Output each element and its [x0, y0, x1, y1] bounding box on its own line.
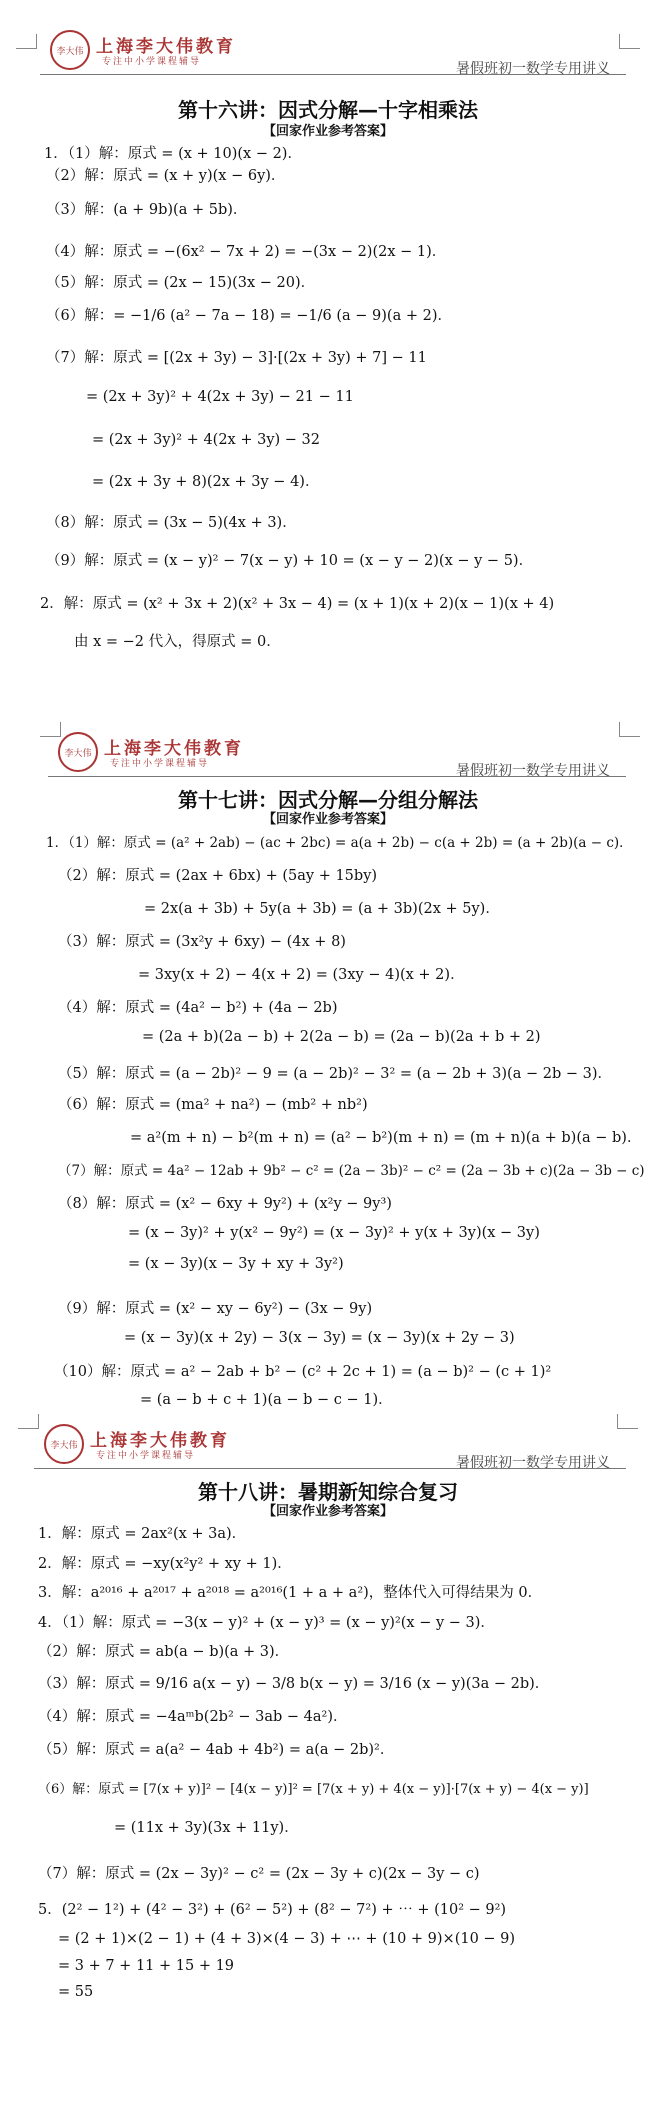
brand-name: 上海李大伟教育 [96, 37, 236, 57]
answer-line: = 2x(a + 3b) + 5y(a + 3b) = (a + 3b)(2x + 5y)． [144, 901, 500, 917]
answer-line: （6）解：原式 = [7(x + y)]² − [4(x − y)]² = [7(x + y) + 4(x − y)]·[7(x + y) − 4(x − y)] [38, 1782, 589, 1797]
answer-line: 3．解：a²⁰¹⁶ + a²⁰¹⁷ + a²⁰¹⁸ = a²⁰¹⁶(1 + a + a²)，整体代入可得结果为 0． [38, 1585, 543, 1601]
answer-line: （9）解：原式 = (x² − xy − 6y²) − (3x − 9y) [58, 1301, 373, 1317]
answer-line: = 55 [58, 1984, 94, 2000]
answer-line: = (2a + b)(2a − b) + 2(2a − b) = (2a − b)(2a + b + 2) [142, 1029, 541, 1045]
answer-line: 由 x = −2 代入，得原式 = 0． [74, 634, 281, 650]
answer-line: （8）解：原式 = (3x − 5)(4x + 3)． [46, 515, 297, 531]
crop-mark [16, 34, 37, 49]
answer-line: （4）解：原式 = −(6x² − 7x + 2) = −(3x − 2)(2x − 1)． [46, 244, 447, 260]
lecture-title: 第十六讲：因式分解—十字相乘法 [178, 98, 478, 122]
answer-line: （5）解：原式 = (a − 2b)² − 9 = (a − 2b)² − 3² = (a − 2b + 3)(a − 2b − 3)． [58, 1066, 612, 1082]
answer-line: = 3 + 7 + 11 + 15 + 19 [58, 1958, 235, 1974]
page-lecture-16 [0, 0, 656, 700]
answer-line: = (2x + 3y)² + 4(2x + 3y) − 21 − 11 [86, 389, 354, 405]
course-name: 暑假班初一数学专用讲义 [456, 61, 610, 77]
header-divider [40, 74, 626, 75]
header-divider [34, 1468, 626, 1469]
answer-line: （10）解：原式 = a² − 2ab + b² − (c² + 2c + 1) = (a − b)² − (c + 1)² [54, 1364, 552, 1380]
answer-line: （4）解：原式 = (4a² − b²) + (4a − 2b) [58, 1000, 338, 1016]
answer-line: 5．(2² − 1²) + (4² − 3²) + (6² − 5²) + (8² − 7²) + ⋯ + (10² − 9²) [38, 1902, 507, 1918]
answer-line: （8）解：原式 = (x² − 6xy + 9y²) + (x²y − 9y³) [58, 1196, 392, 1212]
answer-line: 1．（1）解：原式 = (x + 10)(x − 2)． [44, 146, 302, 162]
answer-line: （4）解：原式 = −4aᵐb(2b² − 3ab − 4a²)． [38, 1709, 348, 1725]
answer-line: = (11x + 3y)(3x + 11y)． [114, 1820, 299, 1836]
page-header [40, 30, 626, 76]
answer-line: = (a − b + c + 1)(a − b − c − 1)． [140, 1392, 393, 1408]
answer-line: （7）解：原式 = (2x − 3y)² − c² = (2x − 3y + c)(2x − 3y − c) [38, 1866, 480, 1882]
lecture-subtitle: 【回家作业参考答案】 [262, 1504, 393, 1519]
brand-name: 上海李大伟教育 [90, 1431, 230, 1451]
course-name: 暑假班初一数学专用讲义 [456, 1455, 610, 1471]
page-header [34, 1424, 626, 1470]
header-divider [48, 776, 626, 777]
answer-line: 1．解：原式 = 2ax²(x + 3a)． [38, 1526, 247, 1542]
answer-line: = (x − 3y)(x − 3y + xy + 3y²) [128, 1256, 344, 1272]
answer-line: = (x − 3y)(x + 2y) − 3(x − 3y) = (x − 3y)(x + 2y − 3) [124, 1330, 515, 1346]
answer-line: （5）解：原式 = a(a² − 4ab + 4b²) = a(a − 2b)²． [38, 1742, 395, 1758]
course-name: 暑假班初一数学专用讲义 [456, 763, 610, 779]
answer-line: （3）解：(a + 9b)(a + 5b)． [46, 202, 248, 218]
lecture-title: 第十七讲：因式分解—分组分解法 [178, 788, 478, 812]
brand-slogan: 专注中小学课程辅导 [110, 759, 210, 769]
answer-line: = (2x + 3y + 8)(2x + 3y − 4)． [92, 474, 320, 490]
answer-line: （7）解：原式 = 4a² − 12ab + 9b² − c² = (2a − 3b)² − c² = (2a − 3b + c)(2a − 3b − c) [58, 1163, 645, 1179]
answer-line: （2）解：原式 = (2ax + 6bx) + (5ay + 15by) [58, 868, 378, 884]
answer-line: = (x − 3y)² + y(x² − 9y²) = (x − 3y)² + y(x + 3y)(x − 3y) [128, 1225, 540, 1241]
answer-line: （7）解：原式 = [(2x + 3y) − 3]·[(2x + 3y) + 7] − 11 [46, 350, 427, 366]
brand-slogan: 专注中小学课程辅导 [102, 57, 202, 67]
answer-line: （6）解：原式 = (ma² + na²) − (mb² + nb²) [58, 1097, 368, 1113]
lecture-title: 第十八讲：暑期新知综合复习 [198, 1480, 458, 1504]
brand-name: 上海李大伟教育 [104, 739, 244, 759]
logo-icon: 李大伟 [44, 1424, 84, 1464]
lecture-subtitle: 【回家作业参考答案】 [262, 812, 393, 827]
answer-line: （3）解：原式 = 9/16 a(x − y) − 3/8 b(x − y) = 3/16 (x − y)(3a − 2b)． [38, 1676, 550, 1692]
answer-line: = (2 + 1)×(2 − 1) + (4 + 3)×(4 − 3) + ⋯ + (10 + 9)×(10 − 9) [58, 1931, 516, 1947]
page-lecture-18 [0, 1400, 656, 2110]
answer-line: = 3xy(x + 2) − 4(x + 2) = (3xy − 4)(x + 2)． [138, 967, 465, 983]
logo-icon: 李大伟 [50, 30, 90, 70]
answer-line: 1．（1）解：原式 = (a² + 2ab) − (ac + 2bc) = a(a + 2b) − c(a + 2b) = (a + 2b)(a − c)． [46, 835, 633, 851]
brand-slogan: 专注中小学课程辅导 [96, 1451, 196, 1461]
page-header [48, 732, 626, 778]
logo-icon: 李大伟 [58, 732, 98, 772]
page-lecture-17 [0, 700, 656, 1408]
lecture-subtitle: 【回家作业参考答案】 [262, 124, 393, 139]
answer-line: （3）解：原式 = (3x²y + 6xy) − (4x + 8) [58, 934, 346, 950]
answer-line: 4．（1）解：原式 = −3(x − y)² + (x − y)³ = (x − y)²(x − y − 3)． [38, 1615, 495, 1631]
answer-line: 2．解：原式 = (x² + 3x + 2)(x² + 3x − 4) = (x + 1)(x + 2)(x − 1)(x + 4) [40, 596, 555, 612]
answer-line: （9）解：原式 = (x − y)² − 7(x − y) + 10 = (x − y − 2)(x − y − 5)． [46, 553, 534, 569]
answer-line: = (2x + 3y)² + 4(2x + 3y) − 32 [92, 432, 320, 448]
answer-line: （6）解：= −1/6 (a² − 7a − 18) = −1/6 (a − 9)(a + 2)． [46, 308, 452, 324]
answer-line: （5）解：原式 = (2x − 15)(3x − 20)． [46, 275, 316, 291]
answer-line: 2．解：原式 = −xy(x²y² + xy + 1)． [38, 1556, 292, 1572]
answer-line: = a²(m + n) − b²(m + n) = (a² − b²)(m + n) = (m + n)(a + b)(a − b)． [130, 1130, 642, 1146]
answer-line: （2）解：原式 = (x + y)(x − 6y)． [46, 168, 286, 184]
answer-line: （2）解：原式 = ab(a − b)(a + 3)． [38, 1644, 290, 1660]
